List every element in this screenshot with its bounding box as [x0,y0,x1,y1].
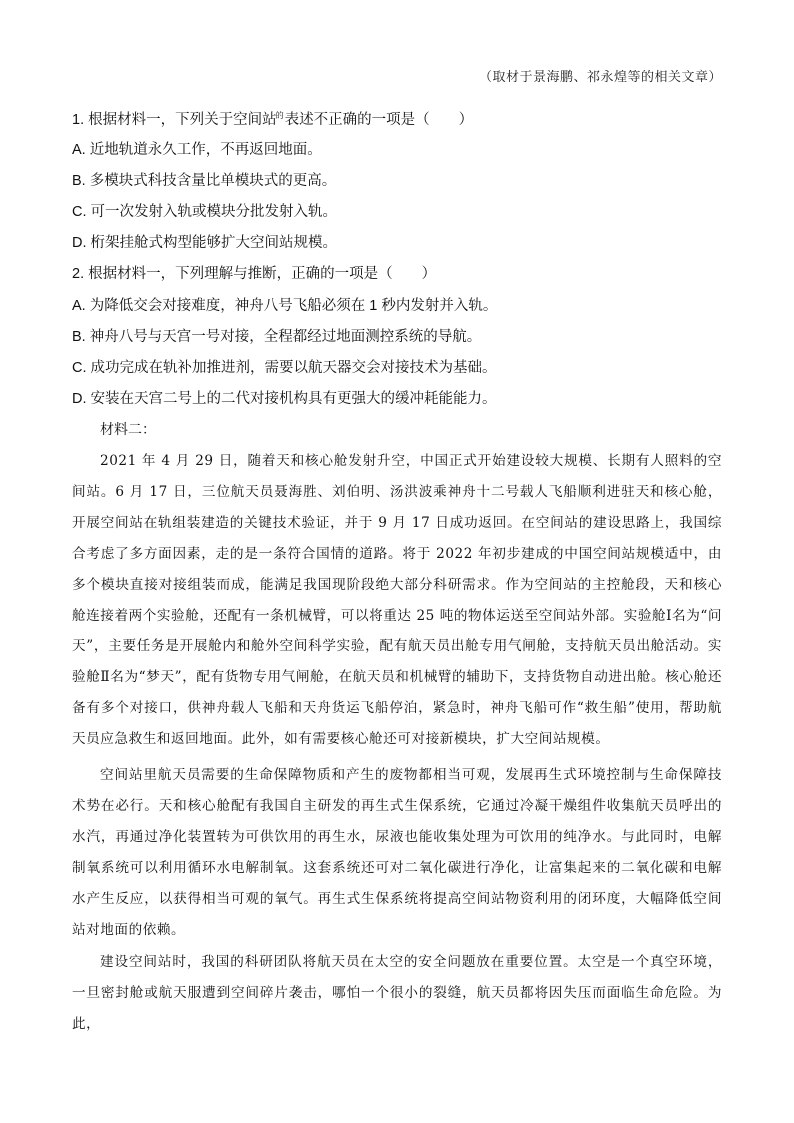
question-1-stem-mark: 的 [275,111,284,120]
source-note: （取材于景海鹏、祁永煌等的相关文章） [478,70,722,85]
question-1-stem-end: 表述不正确的一项是（ ） [284,112,474,128]
question-2-option-c: C. 成功完成在轨补加推进剂，需要以航天器交会对接技术为基础。 [72,360,497,376]
question-2-stem: 2. 根据材料一，下列理解与推断，正确的一项是（ ） [72,266,437,282]
question-2-option-d: D. 安装在天宫二号上的二代对接机构具有更强大的缓冲耗能能力。 [72,391,497,407]
material-two-paragraph-3: 建设空间站时，我国的科研团队将航天员在太空的安全问题放在重要位置。太空是一个真空环境，一旦密封舱或航天服遭到空间碎片袭击，哪怕一个很小的裂缝，航天员都将因失压而面临生命危险。为此， [72,954,722,1032]
material-two-paragraph-2: 空间站里航天员需要的生命保障物质和产生的废物都相当可观，发展再生式环境控制与生命保障技术势在必行。天和核心舱配有我国自主研发的再生式生保系统，它通过冷凝干燥组件收集航天员呼出的水汽，再通过净化装置转为可供饮用的再生水，尿液也能收集处理为可饮用的纯净水。与此同时，电解制氧系统可以利用循环水电解制氧。这套系统还可对二氧化碳进行净化，让富集起来的二氧化碳和电解水产生反应，以获得相当可观的氧气。再生式生保系统将提高空间站物资利用的闭环度，大幅降低空间站对地面的依赖。 [72,767,722,938]
question-1-stem-start: 1. 根据材料一，下列关于空间站 [72,112,277,128]
question-1-option-c: C. 可一次发射入轨或模块分批发射入轨。 [72,204,338,220]
material-two-title: 材料二： [100,422,156,438]
question-1-stem [72,106,473,130]
question-1-option-d: D. 桁架挂舱式构型能够扩大空间站规模。 [72,235,338,251]
question-1-option-b: B. 多模块式科技含量比单模块式的更高。 [72,173,337,189]
question-2-option-a: A. 为降低交会对接难度，神舟八号飞船必须在 1 秒内发射并入轨。 [72,298,498,314]
question-2-option-b: B. 神舟八号与天宫一号对接，全程都经过地面测控系统的导航。 [72,329,482,345]
material-two-paragraph-1: 2021 年 4 月 29 日，随着天和核心舱发射升空，中国正式开始建设较大规模、长期有人照料的空间站。6 月 17 日，三位航天员聂海胜、刘伯明、汤洪波乘神舟十二号载人飞船顺利进驻天和核心舱，开展空间站在轨组装建造的关键技术验证，并于 9 月 17 日成功返回。在空间站的建设思路上，我国综合考虑了多方面因素，走的是一条符合国情的道路。将于 2022 年初步建成的中国空间站规模适中，由多个模块直接对接组装而成，能满足我国现阶段绝大部分科研需求。作为空间站的主控舱段，天和核心舱连接着两个实验舱，还配有一条机械臂，可以将重达 25 吨的物体运送至空间站外部。实验舱Ⅰ名为“问天”，主要任务是开展舱内和舱外空间科学实验，配有航天员出舱专用气闸舱，支持航天员出舱活动。实验舱Ⅱ名为“梦天”，配有货物专用气闸舱，在航天员和机械臂的辅助下，支持货物自动进出舱。核心舱还备有多个对接口，供神舟载人飞船和天舟货运飞船停泊，紧急时，神舟飞船可作“救生船”使用，帮助航天员应急救生和返回地面。此外，如有需要核心舱还可对接新模块，扩大空间站规模。 [72,453,722,748]
question-1-option-a: A. 近地轨道永久工作，不再返回地面。 [72,142,322,158]
